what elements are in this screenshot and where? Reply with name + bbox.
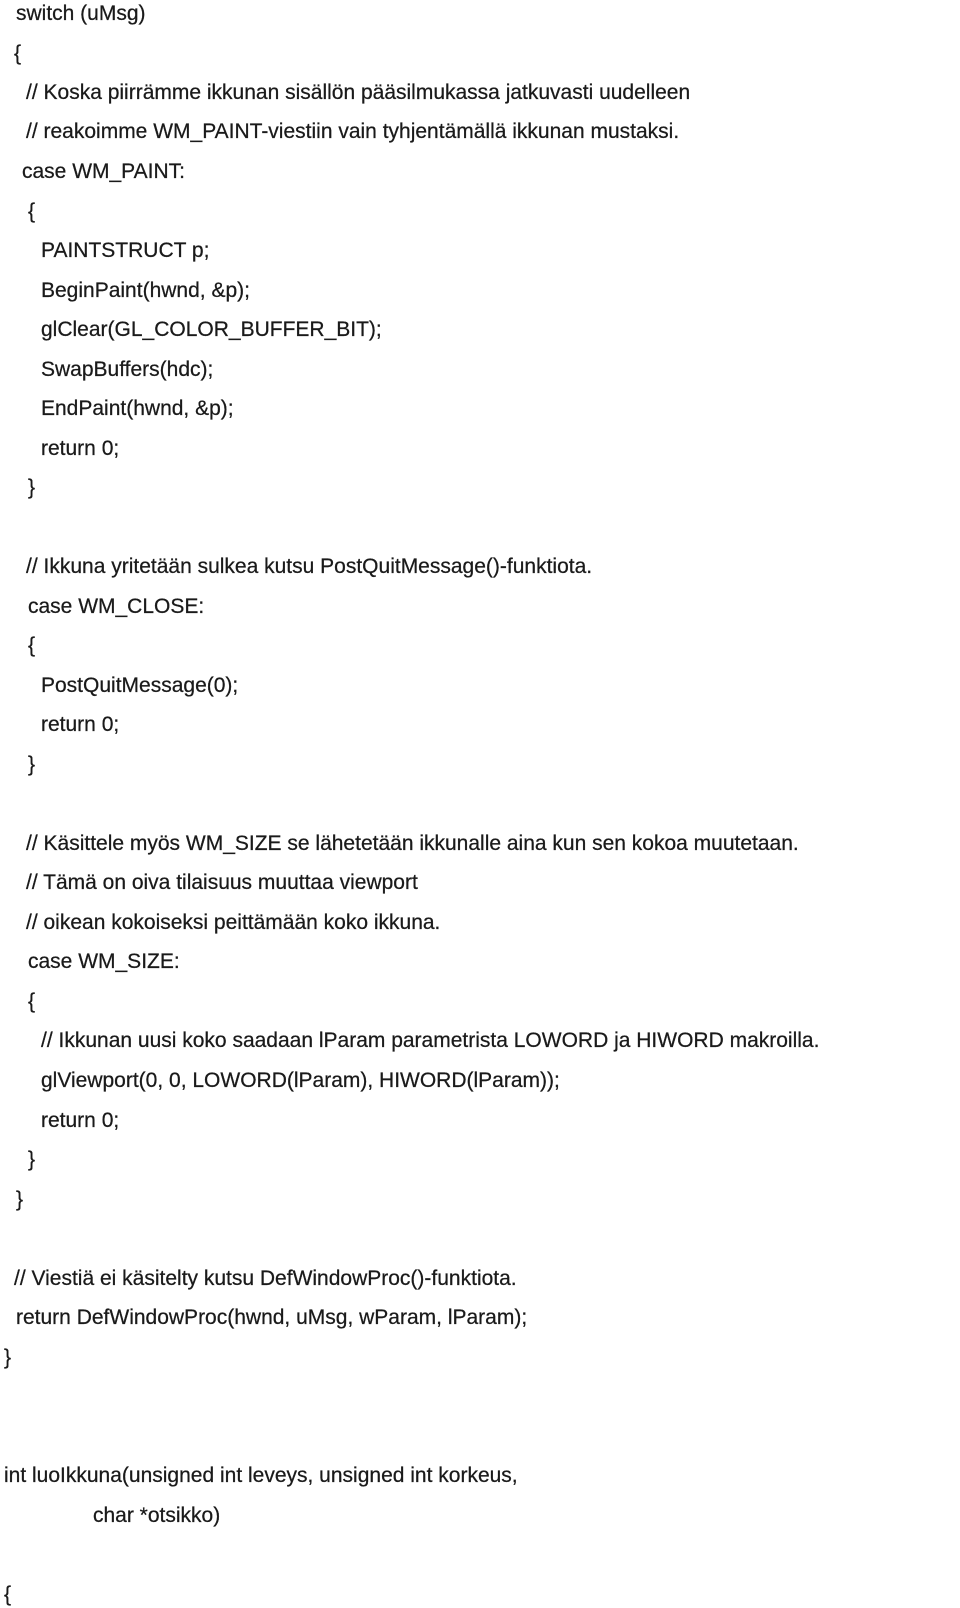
code-line: return 0; xyxy=(41,1109,120,1132)
code-line: case WM_SIZE: xyxy=(28,950,180,973)
code-line: { xyxy=(28,990,36,1013)
code-line: SwapBuffers(hdc); xyxy=(41,358,214,381)
code-line: } xyxy=(28,753,36,776)
code-line: } xyxy=(28,476,36,499)
code-comment: // Viestiä ei käsitelty kutsu DefWindowProc()-funktiota. xyxy=(14,1267,517,1290)
code-line: { xyxy=(28,634,36,657)
code-comment: // oikean kokoiseksi peittämään koko ikkuna. xyxy=(26,911,441,934)
code-line: BeginPaint(hwnd, &p); xyxy=(41,279,250,302)
code-line: glViewport(0, 0, LOWORD(lParam), HIWORD(lParam)); xyxy=(41,1069,560,1092)
code-comment: // Ikkunan uusi koko saadaan lParam parametrista LOWORD ja HIWORD makroilla. xyxy=(41,1029,820,1052)
code-line: { xyxy=(28,200,36,223)
code-comment: // Käsittele myös WM_SIZE se lähetetään ikkunalle aina kun sen kokoa muutetaan. xyxy=(26,832,799,855)
code-line: return 0; xyxy=(41,437,120,460)
code-line: PAINTSTRUCT p; xyxy=(41,239,210,262)
code-comment: // reakoimme WM_PAINT-viestiin vain tyhjentämällä ikkunan mustaksi. xyxy=(26,120,680,143)
code-comment: // Tämä on oiva tilaisuus muuttaa viewport xyxy=(26,871,418,894)
code-line: return DefWindowProc(hwnd, uMsg, wParam, lParam); xyxy=(16,1306,528,1329)
code-line: } xyxy=(16,1188,24,1211)
code-line: case WM_CLOSE: xyxy=(28,595,205,618)
code-line: EndPaint(hwnd, &p); xyxy=(41,397,234,420)
code-line: int luoIkkuna(unsigned int leveys, unsigned int korkeus, xyxy=(4,1464,518,1487)
code-line: PostQuitMessage(0); xyxy=(41,674,239,697)
code-line: return 0; xyxy=(41,713,120,736)
code-line: char *otsikko) xyxy=(93,1504,221,1527)
code-line: case WM_PAINT: xyxy=(22,160,185,183)
code-line: switch (uMsg) xyxy=(16,2,146,25)
code-line: } xyxy=(4,1346,12,1369)
code-comment: // Koska piirrämme ikkunan sisällön pääsilmukassa jatkuvasti uudelleen xyxy=(26,81,691,104)
code-line: { xyxy=(4,1583,12,1606)
code-line: glClear(GL_COLOR_BUFFER_BIT); xyxy=(41,318,382,341)
code-line: { xyxy=(14,42,22,65)
code-comment: // Ikkuna yritetään sulkea kutsu PostQuitMessage()-funktiota. xyxy=(26,555,593,578)
code-line: } xyxy=(28,1148,36,1171)
